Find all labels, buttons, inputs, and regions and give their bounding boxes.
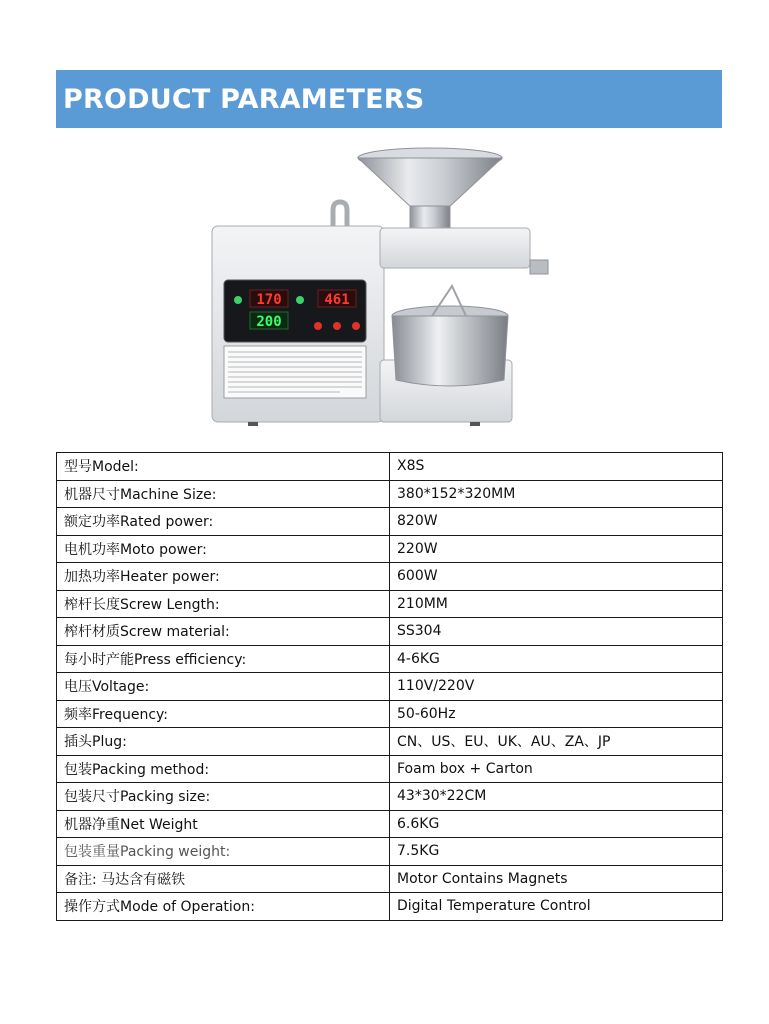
param-value: 43*30*22CM: [390, 783, 723, 811]
table-row: [57, 810, 723, 838]
table-row: [57, 590, 723, 618]
param-label: 榨杆材质Screw material:: [57, 618, 390, 646]
parameters-table: [56, 452, 723, 921]
countdown-display: 461: [324, 292, 350, 308]
param-label: 机器净重Net Weight: [57, 810, 390, 838]
param-value: CN、US、EU、UK、AU、ZA、JP: [390, 728, 723, 756]
table-row: [57, 618, 723, 646]
table-row: [57, 700, 723, 728]
param-label: 包装尺寸Packing size:: [57, 783, 390, 811]
table-row: [57, 673, 723, 701]
param-label: 加热功率Heater power:: [57, 563, 390, 591]
param-label: 包装重量Packing weight:: [57, 838, 390, 866]
table-row: [57, 563, 723, 591]
param-label: 插头Plug:: [57, 728, 390, 756]
param-value: 6.6KG: [390, 810, 723, 838]
press-stop-button-icon: [333, 322, 341, 330]
set-temp-display: 200: [256, 314, 282, 330]
param-value: 820W: [390, 508, 723, 536]
param-value: 110V/220V: [390, 673, 723, 701]
param-value: X8S: [390, 453, 723, 481]
param-value: Foam box + Carton: [390, 755, 723, 783]
param-label: 型号Model:: [57, 453, 390, 481]
table-row: [57, 783, 723, 811]
header-banner: [56, 70, 722, 128]
param-label: 榨杆长度Screw Length:: [57, 590, 390, 618]
param-label: 频率Frequency:: [57, 700, 390, 728]
param-label: 包装Packing method:: [57, 755, 390, 783]
table-row: [57, 865, 723, 893]
clear-button-icon: [352, 322, 360, 330]
param-label: 备注: 马达含有磁铁: [57, 865, 390, 893]
param-value: 4-6KG: [390, 645, 723, 673]
param-value: Motor Contains Magnets: [390, 865, 723, 893]
power-button-icon: [314, 322, 322, 330]
table-row: [57, 535, 723, 563]
param-value: SS304: [390, 618, 723, 646]
table-row: [57, 453, 723, 481]
param-label: 机器尺寸Machine Size:: [57, 480, 390, 508]
param-value: 50-60Hz: [390, 700, 723, 728]
param-label: 电压Voltage:: [57, 673, 390, 701]
param-value: 220W: [390, 535, 723, 563]
param-value: 600W: [390, 563, 723, 591]
oil-press-machine-image: [200, 140, 570, 440]
page-title: PRODUCT PARAMETERS: [63, 83, 425, 115]
param-label: 电机功率Moto power:: [57, 535, 390, 563]
param-label: 额定功率Rated power:: [57, 508, 390, 536]
table-row: [57, 755, 723, 783]
current-temp-display: 170: [256, 292, 282, 308]
param-label: 操作方式Mode of Operation:: [57, 893, 390, 921]
param-value: 7.5KG: [390, 838, 723, 866]
table-row: [57, 893, 723, 921]
table-row: [57, 508, 723, 536]
table-row: [57, 480, 723, 508]
param-label: 每小时产能Press efficiency:: [57, 645, 390, 673]
param-value: 210MM: [390, 590, 723, 618]
temp-up-icon: [234, 296, 242, 304]
table-row: [57, 645, 723, 673]
param-value: 380*152*320MM: [390, 480, 723, 508]
param-value: Digital Temperature Control: [390, 893, 723, 921]
table-row: [57, 838, 723, 866]
table-row: [57, 728, 723, 756]
temp-down-icon: [296, 296, 304, 304]
